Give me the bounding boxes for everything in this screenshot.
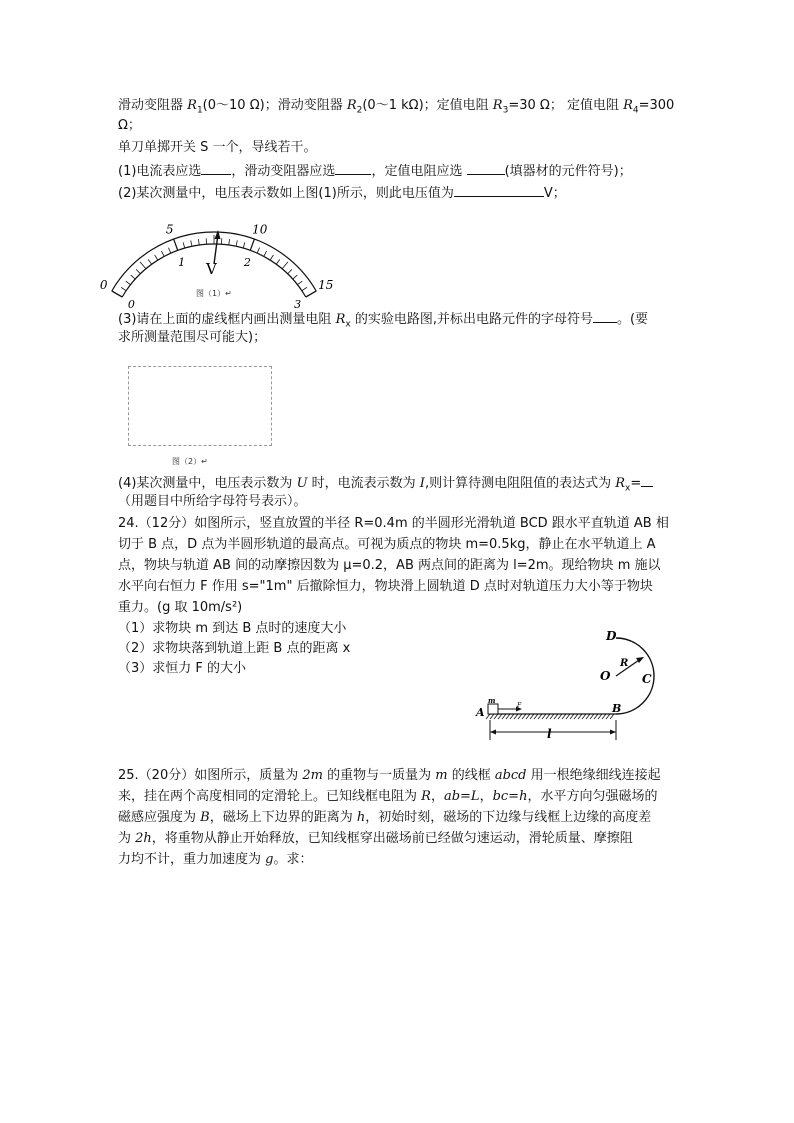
hatch-line xyxy=(506,714,510,719)
hatch-line xyxy=(598,714,602,719)
equipment-line-2: Ω； xyxy=(118,118,141,133)
hatch-line xyxy=(514,714,518,719)
text: ，将重物从静止开始释放，已知线框穿出磁场前已经做匀速运动，滑轮质量、摩擦阻 xyxy=(151,831,633,846)
label-b: B xyxy=(612,702,622,715)
q23-part4-line2: （用题目中所给字母符号表示）。 xyxy=(118,494,307,509)
meter-bottom-label: 1 xyxy=(178,255,186,269)
meter-tick xyxy=(243,242,245,248)
meter-tick xyxy=(264,251,267,256)
text: 。(要 xyxy=(616,312,649,327)
track-hatching xyxy=(486,714,614,719)
meter-tick xyxy=(306,291,316,297)
q24-sub-2: （2）求物块落到轨道上距 B 点的距离 x xyxy=(118,641,351,656)
hatch-line xyxy=(494,714,498,719)
q24-line-3: 点，物块与轨道 AB 间的动摩擦因数为 μ=0.2，AB 两点间的距离为 l=2m。现给物块 m 施以 xyxy=(118,558,661,573)
meter-bottom-label: 0 xyxy=(127,298,135,311)
q25-line-2 xyxy=(118,787,678,807)
hatch-line xyxy=(574,714,578,719)
meter-symbol: V xyxy=(206,260,217,278)
label-f: F xyxy=(517,702,522,709)
text: 的实验电路图,并标出电路元件的字母符号 xyxy=(350,312,593,327)
meter-tick xyxy=(257,248,259,253)
text: ，滑动变阻器应选 xyxy=(231,164,336,179)
text: ，磁场上下边界的距离为 xyxy=(209,810,357,825)
symbol-rx: R xyxy=(335,312,346,327)
meter-tick xyxy=(126,281,131,285)
text: ， xyxy=(430,789,444,804)
hatch-line xyxy=(510,714,514,719)
label-c: C xyxy=(642,672,652,686)
text: 的线框 xyxy=(447,768,495,783)
text: 。求： xyxy=(273,852,313,867)
meter-top-label: 5 xyxy=(165,222,174,237)
hatch-line xyxy=(554,714,558,719)
meter-tick xyxy=(198,239,199,245)
hatch-line xyxy=(522,714,526,719)
hatch-line xyxy=(490,714,494,719)
answer-blank-rheostat[interactable] xyxy=(335,160,371,175)
meter-tick xyxy=(148,259,152,264)
hatch-line xyxy=(526,714,530,719)
radius-arrowhead xyxy=(636,657,644,663)
hatch-line xyxy=(606,714,610,719)
hatch-line xyxy=(546,714,550,719)
hatch-line xyxy=(586,714,590,719)
meter-tick xyxy=(276,259,280,264)
meter-bottom-label: 2 xyxy=(243,255,251,269)
hatch-line xyxy=(542,714,546,719)
meter-tick xyxy=(282,262,288,269)
text: 为 xyxy=(118,831,136,846)
symbol: ab=L xyxy=(443,789,480,804)
meter-tick xyxy=(131,275,135,279)
hatch-line xyxy=(594,714,598,719)
symbol-u: U xyxy=(296,476,308,491)
answer-blank-resistor[interactable] xyxy=(467,160,505,175)
answer-blank-symbols[interactable] xyxy=(593,308,617,323)
meter-tick xyxy=(174,239,178,250)
meter-tick xyxy=(229,239,230,245)
text: ，水平方向匀强磁场的 xyxy=(527,789,658,804)
meter-tick xyxy=(236,240,237,246)
q24-line-4: 水平向右恒力 F 作用 s="1m" 后撤除恒力，物块滑上圆轨道 D 点时对轨道压力大小等于物块 xyxy=(118,579,653,594)
circuit-drawing-box[interactable] xyxy=(128,366,272,446)
subscript: 3 xyxy=(502,105,509,116)
hatch-line xyxy=(562,714,566,719)
q24-line-2: 切于 B 点，D 点为半圆形轨道的最高点。可视为质点的物块 m=0.5kg，静止在水平轨道上 A xyxy=(118,537,656,552)
meter-needle-tip xyxy=(215,230,221,239)
text: ,则计算待测电阻阻值的表达式为 xyxy=(424,476,616,491)
block-m xyxy=(488,704,498,714)
meter-tick xyxy=(270,255,273,260)
text: 25.（20分）如图所示，质量为 xyxy=(118,768,303,783)
text: (1)电流表应选 xyxy=(118,164,202,179)
meter-tick xyxy=(112,291,122,297)
symbol-rx: R xyxy=(615,476,625,491)
hatch-line xyxy=(534,714,538,719)
symbol-r3: R xyxy=(492,98,503,113)
meter-tick xyxy=(288,269,292,273)
q25-line-5 xyxy=(118,850,678,870)
symbol-r2: R xyxy=(346,98,357,113)
text: 用一根绝缘细线连接起 xyxy=(526,768,661,783)
label-r: R xyxy=(620,658,629,669)
subscript: 1 xyxy=(196,105,203,116)
meter-bottom-label: 3 xyxy=(294,298,302,311)
meter-tick xyxy=(161,251,164,256)
hatch-line xyxy=(502,714,506,719)
text: =300 xyxy=(638,98,675,113)
q25-line-3 xyxy=(118,808,678,828)
text: 力均不计，重力加速度为 xyxy=(118,852,266,867)
meter-top-label: 15 xyxy=(318,278,334,292)
q24-sub-3: （3）求恒力 F 的大小 xyxy=(118,661,247,676)
hatch-line xyxy=(538,714,542,719)
hatch-line xyxy=(582,714,586,719)
answer-blank-expression[interactable] xyxy=(641,472,653,487)
hatch-line xyxy=(486,714,490,719)
label-o: O xyxy=(600,669,611,683)
hatch-line xyxy=(498,714,502,719)
symbol-r4: R xyxy=(623,98,633,113)
text: = xyxy=(630,476,642,491)
track-diagram xyxy=(470,628,670,746)
meter-tick xyxy=(155,255,158,260)
figure-1-caption: 图（1）↵ xyxy=(196,289,232,298)
hatch-line xyxy=(518,714,522,719)
hatch-line xyxy=(558,714,562,719)
text: 来，挂在两个高度相同的定滑轮上。已知线框电阻为 xyxy=(118,789,422,804)
symbol: abcd xyxy=(494,768,527,783)
subscript: 4 xyxy=(632,105,639,116)
text: (4)某次测量中，电压表示数为 xyxy=(118,476,297,491)
q23-part3-line2: 求所测量范围尽可能大)； xyxy=(118,330,267,345)
text: (2)某次测量中，电压表示数如上图(1)所示，则此电压值为 xyxy=(118,186,454,201)
text: ，定值电阻应选 xyxy=(371,164,467,179)
q23-part1 xyxy=(118,160,678,182)
figure-2-caption: 图（2）↵ xyxy=(172,457,208,466)
meter-tick xyxy=(293,275,297,279)
symbol: g xyxy=(265,852,274,867)
symbol: 2m xyxy=(302,768,323,783)
symbol: bc=h xyxy=(492,789,528,804)
text: 时，电流表示数为 xyxy=(307,476,420,491)
answer-blank-voltage[interactable] xyxy=(454,182,544,197)
hatch-line xyxy=(590,714,594,719)
label-m: m xyxy=(488,696,496,705)
q25-line-1 xyxy=(118,766,678,786)
distance-arrow-left xyxy=(490,730,496,735)
symbol: B xyxy=(200,810,210,825)
answer-blank-ammeter[interactable] xyxy=(201,160,231,175)
meter-top-label: 0 xyxy=(99,278,108,292)
label-a: A xyxy=(476,706,485,719)
hatch-line xyxy=(602,714,606,719)
text: 滑动变阻器 xyxy=(118,98,188,113)
hatch-line xyxy=(578,714,582,719)
meter-tick xyxy=(140,262,146,269)
text: =30 Ω； 定值电阻 xyxy=(508,98,624,113)
meter-tick xyxy=(191,240,192,246)
symbol: R xyxy=(421,789,431,804)
symbol: m xyxy=(435,768,448,783)
meter-tick xyxy=(302,287,307,290)
meter-tick xyxy=(298,281,303,285)
q24-line-5: 重力。(g 取 10m/s²) xyxy=(118,600,243,615)
meter-tick xyxy=(168,248,170,253)
subscript: x xyxy=(345,319,351,330)
text: (3)请在上面的虚线框内画出测量电阻 xyxy=(118,312,336,327)
text: 的重物与一质量为 xyxy=(322,768,436,783)
distance-arrow-right xyxy=(610,730,616,735)
hatch-line xyxy=(530,714,534,719)
equipment-line-3: 单刀单掷开关 S 一个，导线若干。 xyxy=(118,140,317,155)
label-l: l xyxy=(547,727,552,741)
q24-sub-1: （1）求物块 m 到达 B 点时的速度大小 xyxy=(118,621,347,636)
text: (0～1 kΩ)；定值电阻 xyxy=(362,98,493,113)
hatch-line xyxy=(570,714,574,719)
text: ， xyxy=(479,789,493,804)
meter-tick xyxy=(121,287,126,290)
symbol-r1: R xyxy=(187,98,197,113)
text: ，初始时刻，磁场的下边缘与线框上边缘的高度差 xyxy=(365,810,652,825)
subscript: 2 xyxy=(356,105,363,116)
q25-line-4 xyxy=(118,829,678,849)
symbol: 2h xyxy=(135,831,152,846)
hatch-line xyxy=(550,714,554,719)
symbol-i: I xyxy=(419,476,425,491)
text: (填器材的元件符号)； xyxy=(504,164,632,179)
q24-line-1: 24.（12分）如图所示，竖直放置的半径 R=0.4m 的半圆形光滑轨道 BCD 跟水平直轨道 AB 相 xyxy=(118,516,669,531)
text: V； xyxy=(543,186,566,201)
meter-tick xyxy=(183,242,185,248)
symbol: h xyxy=(356,810,366,825)
meter-tick xyxy=(250,239,254,250)
text: 磁感应强度为 xyxy=(118,810,201,825)
meter-top-label: 10 xyxy=(252,222,268,237)
hatch-line xyxy=(566,714,570,719)
subscript: x xyxy=(625,483,631,494)
label-d: D xyxy=(606,629,617,643)
text: (0～10 Ω)；滑动变阻器 xyxy=(202,98,347,113)
meter-tick xyxy=(136,269,140,273)
